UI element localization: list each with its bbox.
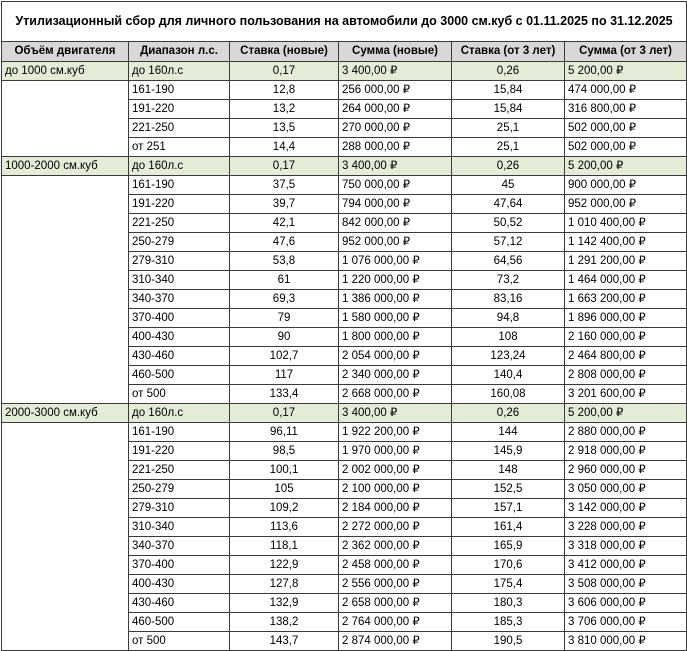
rate-new-cell[interactable]: 13,5 — [230, 119, 339, 138]
empty-cell[interactable] — [2, 252, 129, 271]
rate-old-cell[interactable]: 57,12 — [452, 233, 565, 252]
table-row — [2, 575, 687, 594]
rate-old-cell[interactable]: 145,9 — [452, 442, 565, 461]
sum-new-cell[interactable]: 1 220 000,00 ₽ — [339, 271, 452, 290]
empty-cell[interactable] — [2, 423, 129, 442]
rate-new-cell[interactable]: 53,8 — [230, 252, 339, 271]
sum-old-cell[interactable]: 1 896 000,00 ₽ — [565, 309, 687, 328]
rate-old-cell[interactable]: 50,52 — [452, 214, 565, 233]
title-row — [2, 2, 687, 42]
empty-cell[interactable] — [2, 119, 129, 138]
range-cell[interactable]: 221-250 — [129, 461, 230, 480]
rate-new-cell[interactable]: 79 — [230, 309, 339, 328]
group-row — [2, 157, 687, 176]
table-row — [2, 442, 687, 461]
engine-volume-cell[interactable]: 1000-2000 см.куб — [2, 157, 129, 176]
rate-old-cell[interactable]: 175,4 — [452, 575, 565, 594]
table-row — [2, 385, 687, 404]
sum-old-cell[interactable]: 3 142 000,00 ₽ — [565, 499, 687, 518]
rate-old-cell[interactable]: 165,9 — [452, 537, 565, 556]
sum-new-cell[interactable]: 3 400,00 ₽ — [339, 157, 452, 176]
rate-old-cell[interactable]: 45 — [452, 176, 565, 195]
sum-old-cell[interactable]: 3 810 000,00 ₽ — [565, 632, 687, 651]
range-cell[interactable]: 310-340 — [129, 271, 230, 290]
sum-old-cell[interactable]: 3 412 000,00 ₽ — [565, 556, 687, 575]
empty-cell[interactable] — [2, 632, 129, 651]
empty-cell[interactable] — [2, 214, 129, 233]
range-cell[interactable]: 191-220 — [129, 100, 230, 119]
sum-new-cell[interactable]: 288 000,00 ₽ — [339, 138, 452, 157]
rate-old-cell[interactable]: 170,6 — [452, 556, 565, 575]
table-row — [2, 328, 687, 347]
rate-new-cell[interactable]: 37,5 — [230, 176, 339, 195]
empty-cell[interactable] — [2, 290, 129, 309]
table-row — [2, 176, 687, 195]
rate-old-cell[interactable]: 25,1 — [452, 119, 565, 138]
sum-new-cell[interactable]: 1 580 000,00 ₽ — [339, 309, 452, 328]
range-cell[interactable]: 460-500 — [129, 613, 230, 632]
empty-cell[interactable] — [2, 556, 129, 575]
sum-new-cell[interactable]: 2 362 000,00 ₽ — [339, 537, 452, 556]
header-engine[interactable]: Объём двигателя — [2, 42, 129, 62]
header-sum-old[interactable]: Сумма (от 3 лет) — [565, 42, 687, 62]
sum-old-cell[interactable]: 3 201 600,00 ₽ — [565, 385, 687, 404]
sum-old-cell[interactable]: 900 000,00 ₽ — [565, 176, 687, 195]
rate-new-cell[interactable]: 96,11 — [230, 423, 339, 442]
empty-cell[interactable] — [2, 195, 129, 214]
empty-cell[interactable] — [2, 176, 129, 195]
range-cell[interactable]: 221-250 — [129, 119, 230, 138]
sum-old-cell[interactable]: 2 808 000,00 ₽ — [565, 366, 687, 385]
empty-cell[interactable] — [2, 347, 129, 366]
empty-cell[interactable] — [2, 594, 129, 613]
engine-volume-cell[interactable]: 2000-3000 см.куб — [2, 404, 129, 423]
empty-cell[interactable] — [2, 233, 129, 252]
empty-cell[interactable] — [2, 138, 129, 157]
sum-old-cell[interactable]: 5 200,00 ₽ — [565, 404, 687, 423]
rate-new-cell[interactable]: 118,1 — [230, 537, 339, 556]
sum-old-cell[interactable]: 2 918 000,00 ₽ — [565, 442, 687, 461]
sum-new-cell[interactable]: 2 184 000,00 ₽ — [339, 499, 452, 518]
range-cell[interactable]: 430-460 — [129, 347, 230, 366]
empty-cell[interactable] — [2, 385, 129, 404]
table-row — [2, 100, 687, 119]
rate-old-cell[interactable]: 161,4 — [452, 518, 565, 537]
table-row — [2, 632, 687, 651]
range-cell[interactable]: 340-370 — [129, 537, 230, 556]
sum-new-cell[interactable]: 270 000,00 ₽ — [339, 119, 452, 138]
sum-old-cell[interactable]: 5 200,00 ₽ — [565, 157, 687, 176]
rate-new-cell[interactable]: 0,17 — [230, 404, 339, 423]
sum-old-cell[interactable]: 1 464 000,00 ₽ — [565, 271, 687, 290]
rate-old-cell[interactable]: 0,26 — [452, 404, 565, 423]
range-cell[interactable]: 370-400 — [129, 309, 230, 328]
table-row — [2, 461, 687, 480]
rate-new-cell[interactable]: 133,4 — [230, 385, 339, 404]
rate-old-cell[interactable]: 64,56 — [452, 252, 565, 271]
range-cell[interactable]: 400-430 — [129, 575, 230, 594]
rate-new-cell[interactable]: 100,1 — [230, 461, 339, 480]
empty-cell[interactable] — [2, 442, 129, 461]
table-row — [2, 499, 687, 518]
table-title[interactable]: Утилизационный сбор для личного пользования на автомобили до 3000 см.куб с 01.11.2025 по 31.12.2025 — [2, 2, 687, 42]
rate-old-cell[interactable]: 47,64 — [452, 195, 565, 214]
sum-new-cell[interactable]: 794 000,00 ₽ — [339, 195, 452, 214]
table-row — [2, 480, 687, 499]
sum-old-cell[interactable]: 1 142 400,00 ₽ — [565, 233, 687, 252]
rate-old-cell[interactable]: 152,5 — [452, 480, 565, 499]
sum-new-cell[interactable]: 2 272 000,00 ₽ — [339, 518, 452, 537]
empty-cell[interactable] — [2, 461, 129, 480]
table-row — [2, 613, 687, 632]
sum-new-cell[interactable]: 264 000,00 ₽ — [339, 100, 452, 119]
sum-old-cell[interactable]: 2 960 000,00 ₽ — [565, 461, 687, 480]
sum-new-cell[interactable]: 256 000,00 ₽ — [339, 81, 452, 100]
table-row — [2, 214, 687, 233]
rate-old-cell[interactable]: 140,4 — [452, 366, 565, 385]
rate-new-cell[interactable]: 102,7 — [230, 347, 339, 366]
empty-cell[interactable] — [2, 81, 129, 100]
sum-new-cell[interactable]: 2 658 000,00 ₽ — [339, 594, 452, 613]
range-cell[interactable]: 370-400 — [129, 556, 230, 575]
range-cell[interactable]: 310-340 — [129, 518, 230, 537]
rate-new-cell[interactable]: 13,2 — [230, 100, 339, 119]
sum-old-cell[interactable]: 2 880 000,00 ₽ — [565, 423, 687, 442]
rate-new-cell[interactable]: 14,4 — [230, 138, 339, 157]
sum-new-cell[interactable]: 2 874 000,00 ₽ — [339, 632, 452, 651]
rate-new-cell[interactable]: 39,7 — [230, 195, 339, 214]
rate-old-cell[interactable]: 148 — [452, 461, 565, 480]
empty-cell[interactable] — [2, 309, 129, 328]
sum-new-cell[interactable]: 2 340 000,00 ₽ — [339, 366, 452, 385]
table-row — [2, 366, 687, 385]
header-row — [2, 42, 687, 62]
sum-new-cell[interactable]: 1 922 200,00 ₽ — [339, 423, 452, 442]
rate-new-cell[interactable]: 12,8 — [230, 81, 339, 100]
rate-old-cell[interactable]: 185,3 — [452, 613, 565, 632]
rate-old-cell[interactable]: 94,8 — [452, 309, 565, 328]
sum-old-cell[interactable]: 3 606 000,00 ₽ — [565, 594, 687, 613]
range-cell[interactable]: 340-370 — [129, 290, 230, 309]
header-rate-old[interactable]: Ставка (от 3 лет) — [452, 42, 565, 62]
rate-old-cell[interactable]: 160,08 — [452, 385, 565, 404]
sum-new-cell[interactable]: 750 000,00 ₽ — [339, 176, 452, 195]
sum-new-cell[interactable]: 1 800 000,00 ₽ — [339, 328, 452, 347]
sum-old-cell[interactable]: 2 464 800,00 ₽ — [565, 347, 687, 366]
rate-old-cell[interactable]: 108 — [452, 328, 565, 347]
rate-old-cell[interactable]: 83,16 — [452, 290, 565, 309]
utilization-fee-table — [1, 1, 687, 651]
range-cell[interactable]: 460-500 — [129, 366, 230, 385]
sum-old-cell[interactable]: 1 663 200,00 ₽ — [565, 290, 687, 309]
range-cell[interactable]: 250-279 — [129, 233, 230, 252]
sum-new-cell[interactable]: 952 000,00 ₽ — [339, 233, 452, 252]
sum-old-cell[interactable]: 1 291 200,00 ₽ — [565, 252, 687, 271]
range-cell[interactable]: от 500 — [129, 385, 230, 404]
rate-new-cell[interactable]: 0,17 — [230, 62, 339, 81]
group-row — [2, 404, 687, 423]
empty-cell[interactable] — [2, 100, 129, 119]
empty-cell[interactable] — [2, 328, 129, 347]
sum-old-cell[interactable]: 502 000,00 ₽ — [565, 138, 687, 157]
header-rate-new[interactable]: Ставка (новые) — [230, 42, 339, 62]
sum-old-cell[interactable]: 474 000,00 ₽ — [565, 81, 687, 100]
rate-old-cell[interactable]: 144 — [452, 423, 565, 442]
sum-old-cell[interactable]: 952 000,00 ₽ — [565, 195, 687, 214]
rate-old-cell[interactable]: 0,26 — [452, 157, 565, 176]
rate-new-cell[interactable]: 113,6 — [230, 518, 339, 537]
rate-old-cell[interactable]: 180,3 — [452, 594, 565, 613]
sum-old-cell[interactable]: 502 000,00 ₽ — [565, 119, 687, 138]
empty-cell[interactable] — [2, 499, 129, 518]
rate-new-cell[interactable]: 132,9 — [230, 594, 339, 613]
header-range[interactable]: Диапазон л.с. — [129, 42, 230, 62]
empty-cell[interactable] — [2, 518, 129, 537]
rate-old-cell[interactable]: 0,26 — [452, 62, 565, 81]
table-row — [2, 290, 687, 309]
range-cell[interactable]: 191-220 — [129, 195, 230, 214]
sum-old-cell[interactable]: 1 010 400,00 ₽ — [565, 214, 687, 233]
sum-new-cell[interactable]: 842 000,00 ₽ — [339, 214, 452, 233]
sum-old-cell[interactable]: 3 318 000,00 ₽ — [565, 537, 687, 556]
rate-new-cell[interactable]: 127,8 — [230, 575, 339, 594]
table-row — [2, 518, 687, 537]
rate-old-cell[interactable]: 73,2 — [452, 271, 565, 290]
empty-cell[interactable] — [2, 271, 129, 290]
range-cell[interactable]: 400-430 — [129, 328, 230, 347]
range-cell[interactable]: до 160л.с — [129, 62, 230, 81]
sum-new-cell[interactable]: 1 076 000,00 ₽ — [339, 252, 452, 271]
rate-new-cell[interactable]: 117 — [230, 366, 339, 385]
empty-cell[interactable] — [2, 613, 129, 632]
table-row — [2, 252, 687, 271]
table-row — [2, 309, 687, 328]
table-body — [2, 62, 687, 651]
range-cell[interactable]: 191-220 — [129, 442, 230, 461]
rate-new-cell[interactable]: 42,1 — [230, 214, 339, 233]
range-cell[interactable]: 161-190 — [129, 423, 230, 442]
table-row — [2, 195, 687, 214]
table-row — [2, 423, 687, 442]
table-row — [2, 594, 687, 613]
range-cell[interactable]: 161-190 — [129, 81, 230, 100]
table-row — [2, 138, 687, 157]
group-row — [2, 62, 687, 81]
rate-old-cell[interactable]: 157,1 — [452, 499, 565, 518]
sum-old-cell[interactable]: 3 508 000,00 ₽ — [565, 575, 687, 594]
sum-new-cell[interactable]: 2 556 000,00 ₽ — [339, 575, 452, 594]
rate-old-cell[interactable]: 123,24 — [452, 347, 565, 366]
rate-new-cell[interactable]: 109,2 — [230, 499, 339, 518]
rate-old-cell[interactable]: 15,84 — [452, 81, 565, 100]
empty-cell[interactable] — [2, 480, 129, 499]
range-cell[interactable]: до 160л.с — [129, 157, 230, 176]
rate-new-cell[interactable]: 69,3 — [230, 290, 339, 309]
range-cell[interactable]: 161-190 — [129, 176, 230, 195]
range-cell[interactable]: 279-310 — [129, 499, 230, 518]
table-row — [2, 271, 687, 290]
sum-new-cell[interactable]: 1 970 000,00 ₽ — [339, 442, 452, 461]
rate-new-cell[interactable]: 122,9 — [230, 556, 339, 575]
rate-old-cell[interactable]: 25,1 — [452, 138, 565, 157]
table-row — [2, 556, 687, 575]
sum-old-cell[interactable]: 3 706 000,00 ₽ — [565, 613, 687, 632]
rate-new-cell[interactable]: 105 — [230, 480, 339, 499]
range-cell[interactable]: 221-250 — [129, 214, 230, 233]
sum-new-cell[interactable]: 3 400,00 ₽ — [339, 62, 452, 81]
rate-new-cell[interactable]: 138,2 — [230, 613, 339, 632]
sum-old-cell[interactable]: 5 200,00 ₽ — [565, 62, 687, 81]
empty-cell[interactable] — [2, 366, 129, 385]
rate-old-cell[interactable]: 190,5 — [452, 632, 565, 651]
range-cell[interactable]: от 500 — [129, 632, 230, 651]
rate-new-cell[interactable]: 47,6 — [230, 233, 339, 252]
rate-old-cell[interactable]: 15,84 — [452, 100, 565, 119]
range-cell[interactable]: 250-279 — [129, 480, 230, 499]
sum-new-cell[interactable]: 2 764 000,00 ₽ — [339, 613, 452, 632]
sum-old-cell[interactable]: 316 800,00 ₽ — [565, 100, 687, 119]
rate-new-cell[interactable]: 61 — [230, 271, 339, 290]
sum-new-cell[interactable]: 2 458 000,00 ₽ — [339, 556, 452, 575]
table-row — [2, 81, 687, 100]
range-cell[interactable]: 279-310 — [129, 252, 230, 271]
rate-new-cell[interactable]: 0,17 — [230, 157, 339, 176]
sum-new-cell[interactable]: 2 002 000,00 ₽ — [339, 461, 452, 480]
sum-new-cell[interactable]: 1 386 000,00 ₽ — [339, 290, 452, 309]
header-sum-new[interactable]: Сумма (новые) — [339, 42, 452, 62]
empty-cell[interactable] — [2, 537, 129, 556]
rate-new-cell[interactable]: 143,7 — [230, 632, 339, 651]
sum-old-cell[interactable]: 2 160 000,00 ₽ — [565, 328, 687, 347]
range-cell[interactable]: 430-460 — [129, 594, 230, 613]
table-row — [2, 233, 687, 252]
sum-old-cell[interactable]: 3 050 000,00 ₽ — [565, 480, 687, 499]
range-cell[interactable]: до 160л.с — [129, 404, 230, 423]
sum-old-cell[interactable]: 3 228 000,00 ₽ — [565, 518, 687, 537]
sum-new-cell[interactable]: 2 054 000,00 ₽ — [339, 347, 452, 366]
sum-new-cell[interactable]: 3 400,00 ₽ — [339, 404, 452, 423]
table-row — [2, 119, 687, 138]
sum-new-cell[interactable]: 2 100 000,00 ₽ — [339, 480, 452, 499]
range-cell[interactable]: от 251 — [129, 138, 230, 157]
empty-cell[interactable] — [2, 575, 129, 594]
rate-new-cell[interactable]: 90 — [230, 328, 339, 347]
table-row — [2, 537, 687, 556]
sum-new-cell[interactable]: 2 668 000,00 ₽ — [339, 385, 452, 404]
rate-new-cell[interactable]: 98,5 — [230, 442, 339, 461]
engine-volume-cell[interactable]: до 1000 см.куб — [2, 62, 129, 81]
table-row — [2, 347, 687, 366]
